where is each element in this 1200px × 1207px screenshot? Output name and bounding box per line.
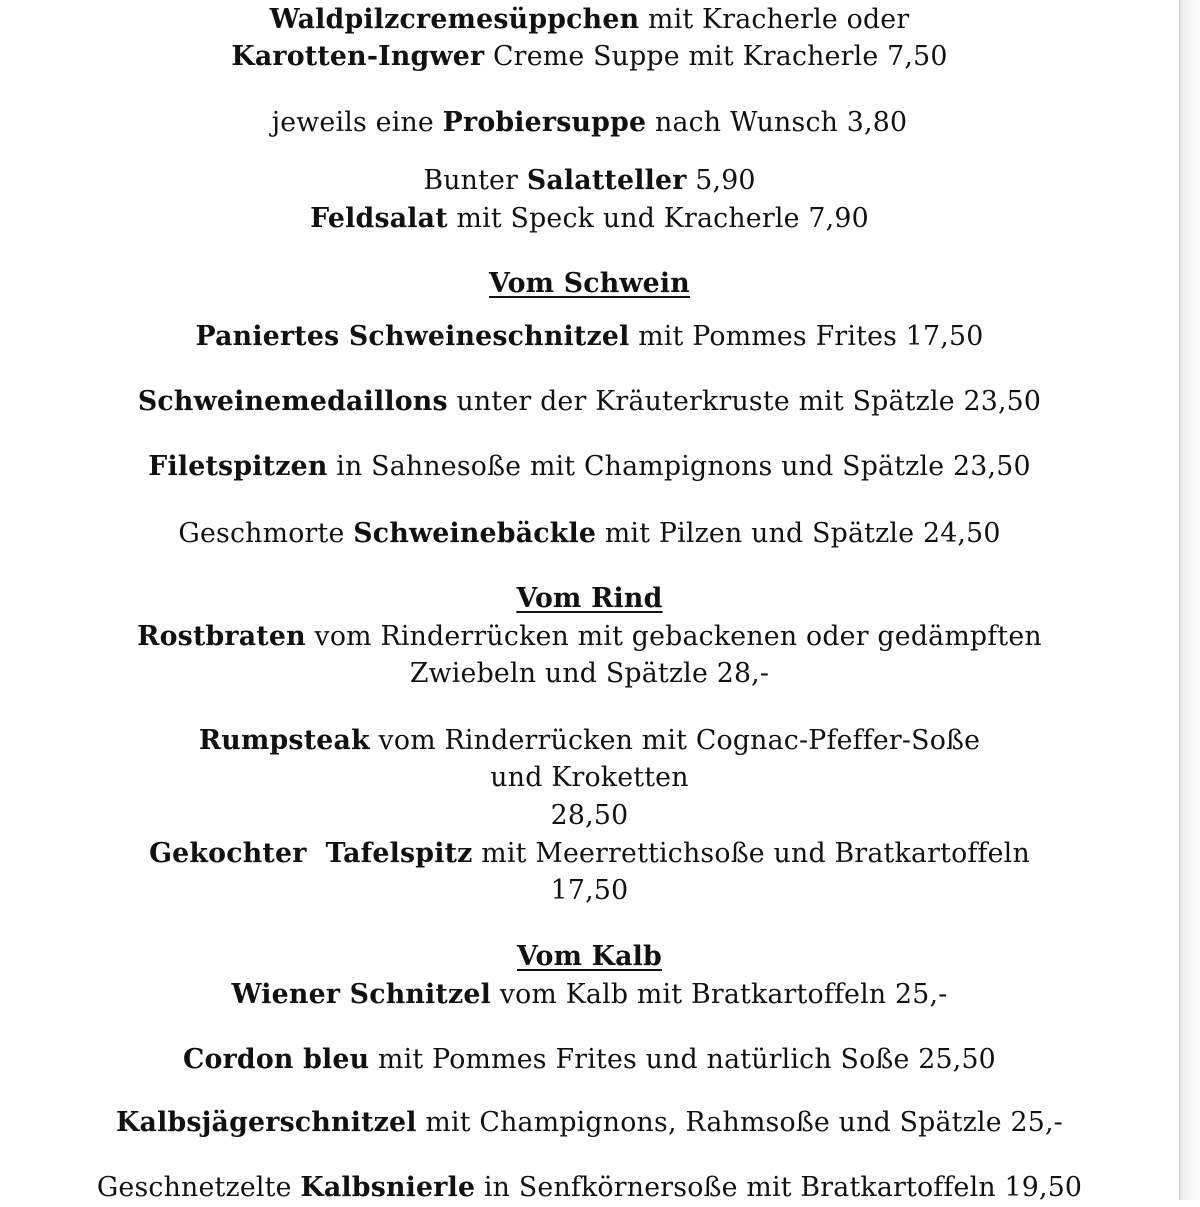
- menu-item-rostbraten: [0, 618, 1179, 656]
- menu-item-tafelspitz-price: 17,50: [550, 875, 629, 906]
- dish-prefix: jeweils eine: [271, 107, 443, 138]
- menu-item-schweinemedaillons: [0, 383, 1179, 421]
- menu-item-wiener-schnitzel: [0, 976, 1179, 1014]
- dish-name: Paniertes Schweineschnitzel: [195, 321, 630, 352]
- page-edge-shadow: [1179, 0, 1200, 1200]
- dish-description: unter der Kräuterkruste mit Spätzle 23,50: [447, 386, 1042, 417]
- menu-item-feldsalat: [0, 200, 1179, 238]
- dish-price: 5,90: [686, 165, 756, 196]
- dish-description: in Sahnesoße mit Champignons und Spätzle 23,50: [327, 451, 1031, 482]
- dish-prefix: Geschmorte: [178, 518, 354, 549]
- dish-name: Probiersuppe: [442, 107, 647, 138]
- menu-item-kalbsjaegerschnitzel: [0, 1104, 1179, 1142]
- menu-item-tafelspitz: [0, 835, 1179, 873]
- menu-item-probiersuppe: [0, 104, 1179, 142]
- menu-item-rumpsteak: [0, 722, 1179, 760]
- menu-item-schweinebaeckle: [0, 515, 1179, 553]
- dish-description: mit Champignons, Rahmsoße und Spätzle 25,-: [416, 1107, 1063, 1138]
- dish-prefix: Bunter: [423, 165, 527, 196]
- dish-description: mit Speck und Kracherle 7,90: [447, 203, 869, 234]
- dish-name: Schweinebäckle: [353, 518, 597, 549]
- dish-name: Feldsalat: [310, 203, 448, 234]
- dish-prefix: Geschnetzelte: [96, 1172, 301, 1203]
- dish-description: vom Kalb mit Bratkartoffeln 25,-: [491, 979, 948, 1010]
- menu-item-kalbsnierle: [0, 1169, 1179, 1207]
- dish-description: mit Pommes Frites und natürlich Soße 25,50: [369, 1044, 996, 1075]
- menu-item-schweineschnitzel: [0, 318, 1179, 356]
- dish-name: Kalbsnierle: [300, 1172, 476, 1203]
- dish-description: Creme Suppe mit Kracherle 7,50: [484, 41, 948, 72]
- menu-item-salatteller: [0, 162, 1179, 200]
- dish-description: in Senfkörnersoße mit Bratkartoffeln 19,50: [475, 1172, 1083, 1203]
- dish-name: Wiener Schnitzel: [231, 979, 492, 1010]
- dish-name: Kalbsjägerschnitzel: [116, 1107, 417, 1138]
- dish-description: mit Kracherle oder: [639, 4, 910, 35]
- section-heading-schwein: Vom Schwein: [489, 268, 690, 299]
- dish-name: Cordon bleu: [183, 1044, 370, 1075]
- dish-description: nach Wunsch 3,80: [646, 107, 908, 138]
- menu-item-rumpsteak-line2: und Kroketten: [490, 762, 689, 793]
- dish-name: Rostbraten: [137, 621, 306, 652]
- menu-item-cordon-bleu: [0, 1041, 1179, 1079]
- dish-description: mit Meerrettichsoße und Bratkartoffeln: [472, 838, 1030, 869]
- menu-item-waldpilz: [0, 1, 1179, 39]
- dish-name: Salatteller: [526, 165, 687, 196]
- section-heading-kalb: Vom Kalb: [517, 941, 662, 972]
- dish-name: Waldpilzcremesüppchen: [269, 4, 640, 35]
- menu-item-filetspitzen: [0, 448, 1179, 486]
- menu-item-rumpsteak-price: 28,50: [550, 800, 629, 831]
- dish-name: Karotten-Ingwer: [231, 41, 485, 72]
- section-heading-rind: Vom Rind: [516, 583, 663, 614]
- dish-name: Rumpsteak: [198, 725, 370, 756]
- dish-description: vom Rinderrücken mit gebackenen oder gedämpften: [305, 621, 1042, 652]
- dish-name: Schweinemedaillons: [137, 386, 448, 417]
- menu-item-rostbraten-line2: Zwiebeln und Spätzle 28,-: [409, 658, 770, 689]
- dish-description: vom Rinderrücken mit Cognac-Pfeffer-Soße: [369, 725, 981, 756]
- dish-description: mit Pilzen und Spätzle 24,50: [596, 518, 1001, 549]
- dish-name: Gekochter Tafelspitz: [149, 838, 473, 869]
- menu-item-karotten: [0, 38, 1179, 76]
- dish-description: mit Pommes Frites 17,50: [629, 321, 984, 352]
- dish-name: Filetspitzen: [148, 451, 328, 482]
